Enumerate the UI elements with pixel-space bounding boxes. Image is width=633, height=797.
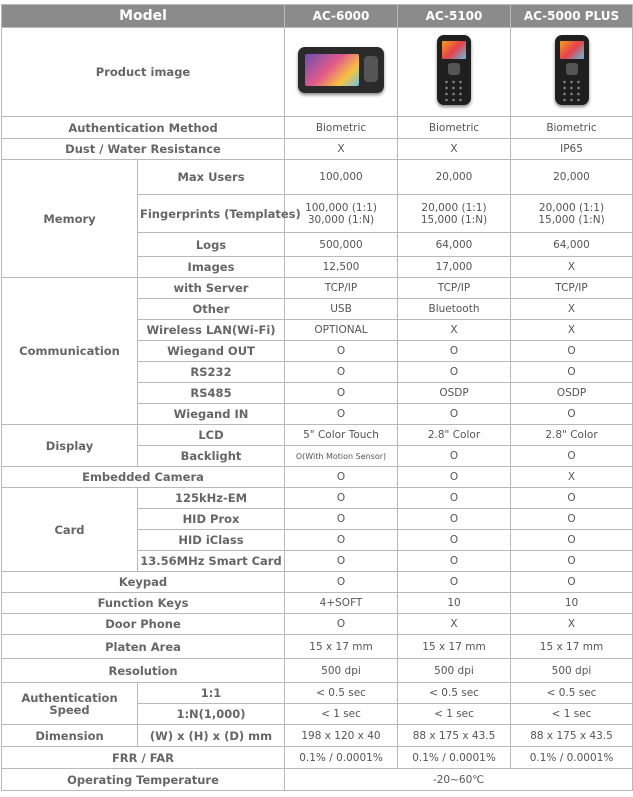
cell: 17,000: [398, 257, 511, 278]
frr-label: FRR / FAR: [2, 747, 285, 769]
header-row: [2, 5, 633, 28]
dust-row: [2, 139, 633, 160]
dimension-sub-label: (W) x (H) x (D) mm: [138, 725, 285, 747]
cell: O: [511, 362, 633, 383]
cell: O: [398, 341, 511, 362]
cell: X: [398, 320, 511, 341]
auth-speed-row: [2, 683, 633, 704]
cell: Biometric: [285, 117, 398, 139]
card-label: Card: [2, 488, 138, 572]
auth-speed-label-line: Speed: [49, 702, 90, 717]
cell: TCP/IP: [285, 278, 398, 299]
sub-label: Fingerprints (Templates): [138, 195, 285, 233]
cell: X: [511, 320, 633, 341]
cell: 0.1% / 0.0001%: [285, 747, 398, 769]
auth-speed-label-line: Authentication: [21, 690, 118, 705]
cell: < 0.5 sec: [285, 683, 398, 704]
cell: X: [511, 467, 633, 488]
resolution-row: [2, 659, 633, 683]
sub-label: 1:1: [138, 683, 285, 704]
sub-label: RS485: [138, 383, 285, 404]
product-image-row: [2, 28, 633, 117]
cell: O: [398, 509, 511, 530]
platen-label: Platen Area: [2, 635, 285, 659]
spec-table: [1, 4, 633, 791]
cell: X: [511, 299, 633, 320]
sub-label: Max Users: [138, 160, 285, 195]
cell: O: [285, 488, 398, 509]
communication-row: [2, 278, 633, 299]
function-keys-label: Function Keys: [2, 593, 285, 614]
cell: O: [511, 341, 633, 362]
cell: O: [285, 509, 398, 530]
display-row: [2, 425, 633, 446]
cell: OSDP: [511, 383, 633, 404]
sub-label: with Server: [138, 278, 285, 299]
cell-line: 100,000 (1:1): [305, 201, 377, 214]
cell: X: [398, 139, 511, 160]
camera-label: Embedded Camera: [2, 467, 285, 488]
sub-label: LCD: [138, 425, 285, 446]
cell: O: [511, 572, 633, 593]
cell: 10: [511, 593, 633, 614]
cell: X: [511, 614, 633, 635]
cell: X: [398, 614, 511, 635]
device-wide-terminal-icon: [298, 47, 384, 93]
sub-label: 125kHz-EM: [138, 488, 285, 509]
dimension-row: [2, 725, 633, 747]
sub-label: Wiegand OUT: [138, 341, 285, 362]
cell: Bluetooth: [398, 299, 511, 320]
header-ac6000: AC-6000: [285, 5, 398, 28]
cell-line: 20,000 (1:1): [421, 201, 487, 214]
cell: 2.8" Color: [511, 425, 633, 446]
cell: O: [511, 509, 633, 530]
cell: 12,500: [285, 257, 398, 278]
cell: O: [398, 404, 511, 425]
cell: < 1 sec: [398, 704, 511, 725]
cell: 500 dpi: [511, 659, 633, 683]
cell: < 1 sec: [285, 704, 398, 725]
cell: O: [285, 551, 398, 572]
cell: 500 dpi: [398, 659, 511, 683]
header-ac5000plus: AC-5000 PLUS: [511, 5, 633, 28]
temp-value: -20~60℃: [285, 769, 633, 791]
cell: 15 x 17 mm: [285, 635, 398, 659]
dimension-label: Dimension: [2, 725, 138, 747]
cell: 64,000: [511, 233, 633, 257]
cell: O: [285, 572, 398, 593]
ac6000-image: [285, 28, 398, 117]
cell-line: 30,000 (1:N): [307, 213, 375, 226]
cell: < 1 sec: [511, 704, 633, 725]
keypad-label: Keypad: [2, 572, 285, 593]
cell: 500 dpi: [285, 659, 398, 683]
cell: O: [398, 551, 511, 572]
cell: O: [398, 362, 511, 383]
frr-row: [2, 747, 633, 769]
temp-row: [2, 769, 633, 791]
cell: 88 x 175 x 43.5: [511, 725, 633, 747]
card-row: [2, 488, 633, 509]
cell-line: 15,000 (1:N): [538, 213, 605, 226]
cell: O: [285, 383, 398, 404]
cell: O: [511, 530, 633, 551]
keypad-row: [2, 572, 633, 593]
sub-label: Backlight: [138, 446, 285, 467]
sub-label: Images: [138, 257, 285, 278]
cell: IP65: [511, 139, 633, 160]
memory-row: [2, 160, 633, 195]
sub-label: HID Prox: [138, 509, 285, 530]
cell: 64,000: [398, 233, 511, 257]
sub-label: Wiegand IN: [138, 404, 285, 425]
header-model: Model: [2, 5, 285, 28]
cell: 20,000: [511, 160, 633, 195]
cell-line: 20,000 (1:1): [538, 201, 605, 214]
cell: Biometric: [398, 117, 511, 139]
camera-row: [2, 467, 633, 488]
cell: O: [398, 467, 511, 488]
door-phone-row: [2, 614, 633, 635]
cell: USB: [285, 299, 398, 320]
cell: O: [285, 341, 398, 362]
cell: O: [285, 530, 398, 551]
cell: < 0.5 sec: [511, 683, 633, 704]
ac5100-image: [398, 28, 511, 117]
display-label: Display: [2, 425, 138, 467]
cell: 198 x 120 x 40: [285, 725, 398, 747]
cell: O: [398, 572, 511, 593]
cell: O: [511, 404, 633, 425]
function-keys-row: [2, 593, 633, 614]
cell: X: [285, 139, 398, 160]
cell: 2.8" Color: [398, 425, 511, 446]
cell: Biometric: [511, 117, 633, 139]
sub-label: 1:N(1,000): [138, 704, 285, 725]
auth-method-row: [2, 117, 633, 139]
cell: OPTIONAL: [285, 320, 398, 341]
door-phone-label: Door Phone: [2, 614, 285, 635]
device-tall-terminal-icon: [437, 35, 471, 105]
cell: [285, 195, 398, 233]
sub-label: RS232: [138, 362, 285, 383]
header-ac5100: AC-5100: [398, 5, 511, 28]
cell: 10: [398, 593, 511, 614]
temp-label: Operating Temperature: [2, 769, 285, 791]
device-tall-terminal-icon: [555, 35, 589, 105]
cell: O: [285, 362, 398, 383]
cell: TCP/IP: [511, 278, 633, 299]
cell: 500,000: [285, 233, 398, 257]
cell: OSDP: [398, 383, 511, 404]
sub-label: Logs: [138, 233, 285, 257]
platen-row: [2, 635, 633, 659]
cell: X: [511, 257, 633, 278]
cell: O: [398, 488, 511, 509]
product-image-label: Product image: [2, 28, 285, 117]
cell: 0.1% / 0.0001%: [398, 747, 511, 769]
sub-label: Wireless LAN(Wi-Fi): [138, 320, 285, 341]
cell: 0.1% / 0.0001%: [511, 747, 633, 769]
cell: O: [398, 446, 511, 467]
ac5000plus-image: [511, 28, 633, 117]
resolution-label: Resolution: [2, 659, 285, 683]
sub-label: HID iClass: [138, 530, 285, 551]
cell: O(With Motion Sensor): [285, 446, 398, 467]
dust-label: Dust / Water Resistance: [2, 139, 285, 160]
cell: [398, 195, 511, 233]
cell: 5" Color Touch: [285, 425, 398, 446]
cell: 100,000: [285, 160, 398, 195]
cell: 15 x 17 mm: [398, 635, 511, 659]
cell: O: [511, 446, 633, 467]
cell: 4+SOFT: [285, 593, 398, 614]
cell: 15 x 17 mm: [511, 635, 633, 659]
cell: 88 x 175 x 43.5: [398, 725, 511, 747]
memory-label: Memory: [2, 160, 138, 278]
cell: O: [511, 488, 633, 509]
cell: O: [398, 530, 511, 551]
cell-line: 15,000 (1:N): [420, 213, 488, 226]
cell: O: [511, 551, 633, 572]
cell: [511, 195, 633, 233]
cell: O: [285, 614, 398, 635]
cell: TCP/IP: [398, 278, 511, 299]
cell: < 0.5 sec: [398, 683, 511, 704]
communication-label: Communication: [2, 278, 138, 425]
cell: 20,000: [398, 160, 511, 195]
cell: O: [285, 404, 398, 425]
auth-method-label: Authentication Method: [2, 117, 285, 139]
sub-label: 13.56MHz Smart Card: [138, 551, 285, 572]
auth-speed-label: [2, 683, 138, 725]
sub-label: Other: [138, 299, 285, 320]
cell: O: [285, 467, 398, 488]
